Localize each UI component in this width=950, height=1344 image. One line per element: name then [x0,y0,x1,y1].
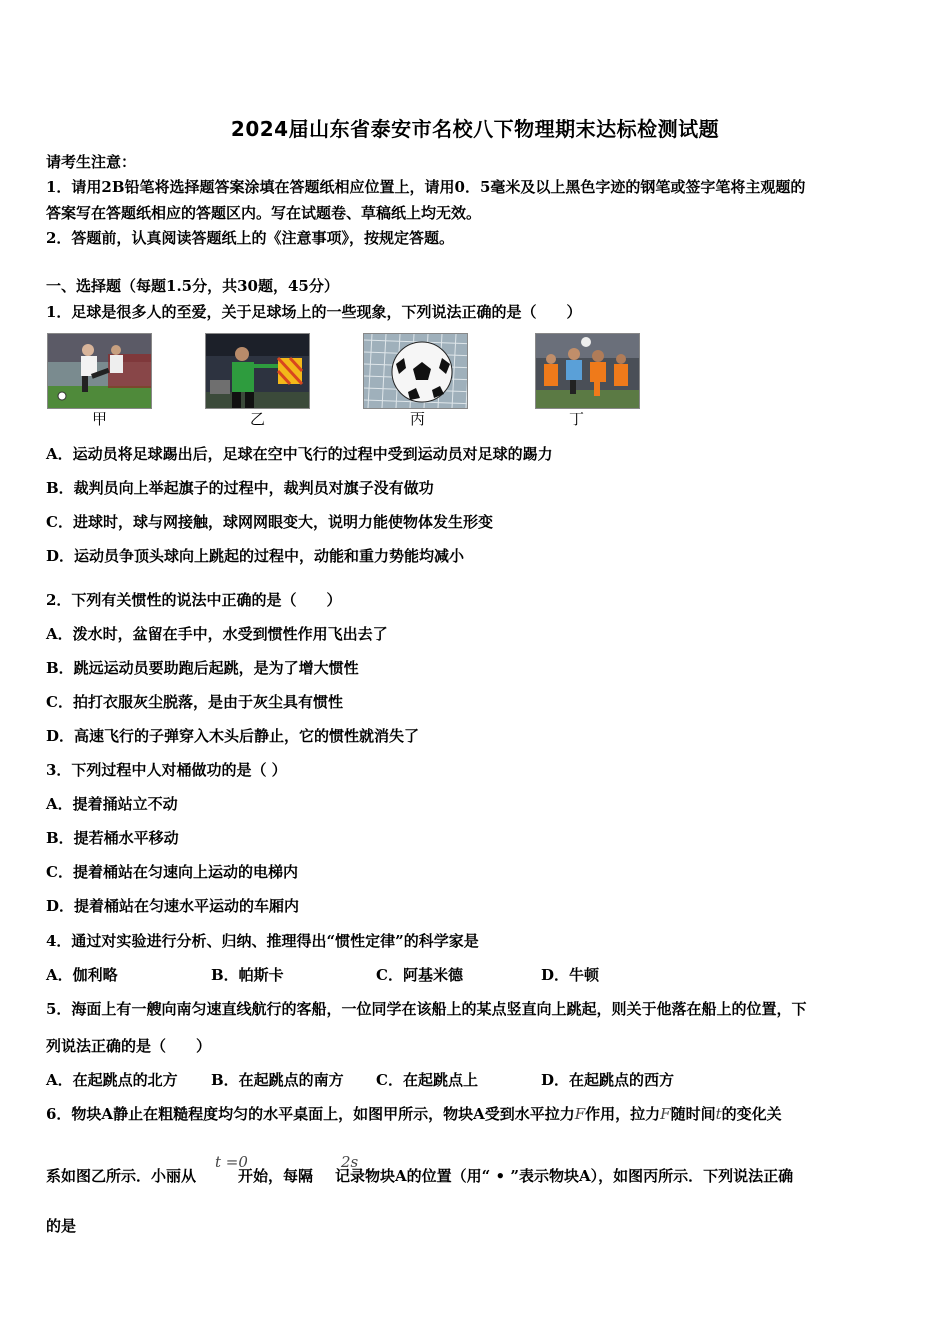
q3-option-d: D．提着桶站在匀速水平运动的车厢内 [46,897,300,915]
q5-option-b: B．在起跳点的南方 [211,1071,344,1089]
q6-symbol-f-2: F [660,1105,671,1123]
q1-option-d: D．运动员争顶头球向上跳起的过程中，动能和重力势能均减小 [46,547,465,565]
q1-caption-bing: 丙 [409,410,425,428]
q6-line-1-part-a: 6．物块A静止在粗糙程度均匀的水平桌面上，如图甲所示，物块A受到水平拉力 [46,1105,575,1123]
q6-line-1-part-c: 随时间 [670,1105,716,1123]
q2-option-a: A．泼水时，盆留在手中，水受到惯性作用飞出去了 [46,625,388,643]
q5-option-d: D．在起跳点的西方 [541,1071,675,1089]
q6-expression-t-equals-0: t =0 [215,1153,248,1171]
q6-symbol-t: t [715,1105,722,1123]
q1-option-a: A．运动员将足球踢出后，足球在空中飞行的过程中受到运动员对足球的踢力 [46,445,553,463]
q6-line-2-part-b: 开始，每隔 [238,1167,314,1185]
notice-item-1-line-2: 答案写在答题纸相应的答题区内。写在试题卷、草稿纸上均无效。 [46,204,482,222]
q6-line-1-part-d: 的变化关 [721,1105,782,1123]
q5-option-c: C．在起跳点上 [376,1071,478,1089]
q2-option-b: B．跳远运动员要助跑后起跳，是为了增大惯性 [46,659,359,677]
q4-option-a: A．伽利略 [46,966,118,984]
q6-line-2 [46,1166,793,1186]
q4-option-d: D．牛顿 [541,966,600,984]
exam-title: 2024届山东省泰安市名校八下物理期末达标检测试题 [230,117,720,141]
q6-line-1-part-b: 作用，拉力 [585,1105,661,1123]
q1-stem: 1．足球是很多人的至爱，关于足球场上的一些现象，下列说法正确的是（ ） [46,303,582,321]
q1-option-b: B．裁判员向上举起旗子的过程中，裁判员对旗子没有做功 [46,479,434,497]
q3-option-b: B．提若桶水平移动 [46,829,179,847]
q5-stem-line-1: 5．海面上有一艘向南匀速直线航行的客船，一位同学在该船上的某点竖直向上跳起，则关于他落在船上的位置，下 [46,1000,807,1018]
q5-options-row [46,1070,906,1090]
q4-stem: 4．通过对实验进行分析、归纳、推理得出“惯性定律”的科学家是 [46,932,479,950]
q4-option-b: B．帕斯卡 [211,966,284,984]
q1-figure-ding-photo [535,333,640,409]
section-heading: 一、选择题（每题1.5分，共30题，45分） [46,277,339,295]
q2-option-d: D．高速飞行的子弹穿入木头后静止，它的惯性就消失了 [46,727,420,745]
q6-line-1 [46,1104,782,1124]
q1-caption-yi: 乙 [249,410,265,428]
notice-heading: 请考生注意： [46,153,137,171]
q6-symbol-f-1: F [574,1105,586,1123]
q1-caption-ding: 丁 [568,410,584,428]
q3-option-c: C．提着桶站在匀速向上运动的电梯内 [46,863,298,881]
q5-option-a: A．在起跳点的北方 [46,1071,178,1089]
notice-item-1-line-1: 1．请用2B铅笔将选择题答案涂填在答题纸相应位置上，请用0．5毫米及以上黑色字迹的钢笔或签字笔将主观题的 [46,178,806,196]
q5-stem-line-2: 列说法正确的是（ ） [46,1037,212,1055]
q1-figure-yi-photo [205,333,310,409]
q2-stem: 2．下列有关惯性的说法中正确的是（ ） [46,591,342,609]
q4-option-c: C．阿基米德 [376,966,463,984]
q1-option-c: C．进球时，球与网接触，球网网眼变大，说明力能使物体发生形变 [46,513,493,531]
q1-caption-jia: 甲 [91,410,107,428]
q1-figure-jia-photo [47,333,152,409]
q3-stem: 3．下列过程中人对桶做功的是（ ） [46,761,287,779]
q6-line-3: 的是 [46,1217,77,1235]
q6-expression-2s: 2s [341,1153,359,1171]
q6-line-2-part-c: 记录物块A的位置（用“ • ”表示物块A），如图丙所示．下列说法正确 [335,1167,794,1185]
q2-option-c: C．拍打衣服灰尘脱落，是由于灰尘具有惯性 [46,693,343,711]
q4-options-row [46,965,906,985]
q6-line-2-part-a: 系如图乙所示．小丽从 [46,1167,197,1185]
notice-item-2: 2．答题前，认真阅读答题纸上的《注意事项》，按规定答题。 [46,229,454,247]
q3-option-a: A．提着捅站立不动 [46,795,178,813]
q1-figure-bing-photo [363,333,468,409]
